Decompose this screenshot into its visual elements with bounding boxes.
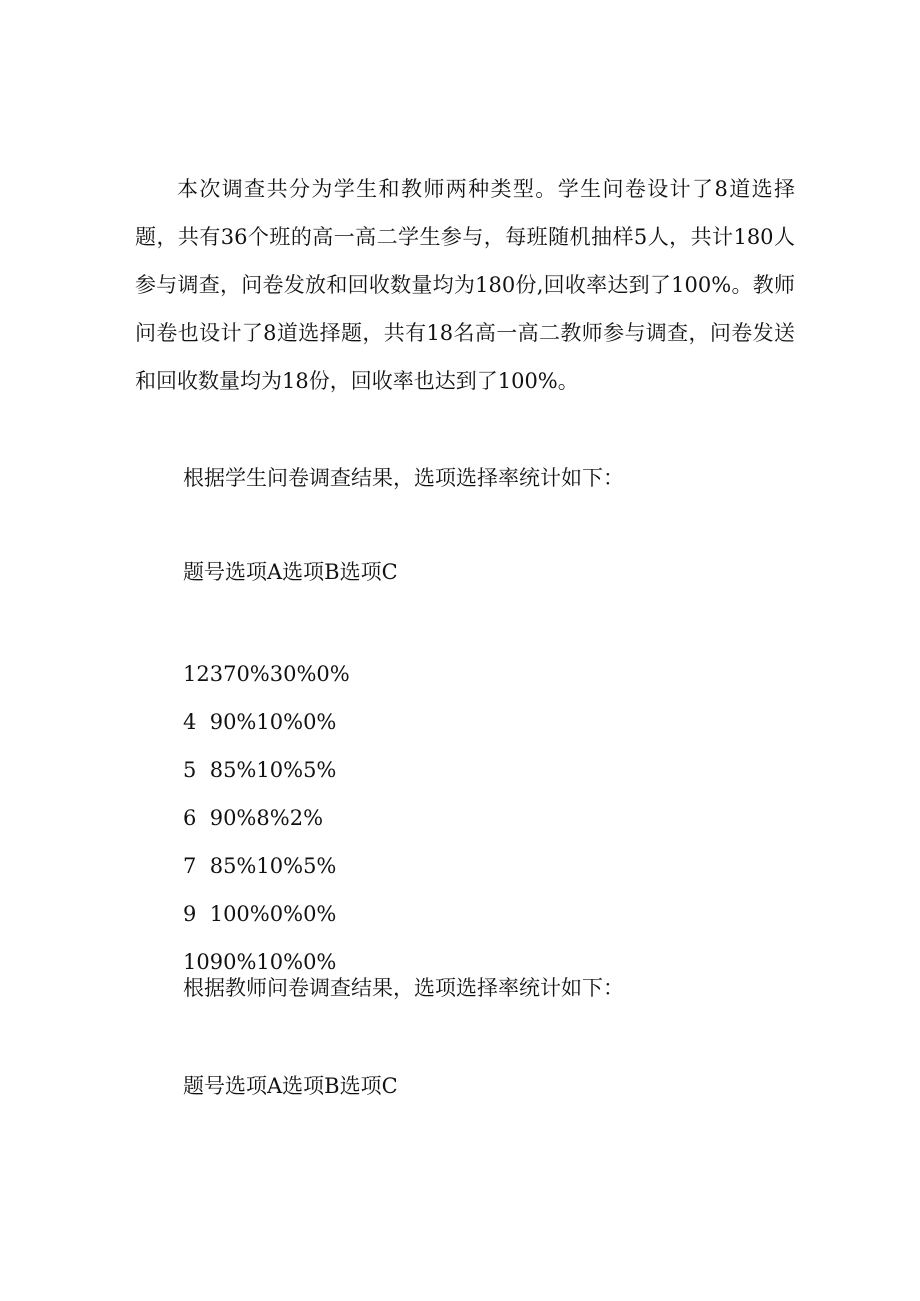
intro-paragraph: 本次调查共分为学生和教师两种类型。学生问卷设计了8道选择题，共有36个班的高一高二学生参与，每班随机抽样5人，共计180人参与调查，问卷发放和回收数量均为180份,回收率达到了100%。教师问卷也设计了8道选择题，共有18名高一高二教师参与调查，问卷发送和回收数量均为18份，回收率也达到了100%。 — [135, 177, 795, 393]
student-row-3: 5 85%10%5% — [183, 758, 337, 782]
student-results-lead: 根据学生问卷调查结果，选项选择率统计如下： — [183, 466, 624, 490]
student-row-7: 1090%10%0% — [183, 950, 337, 974]
teacher-results-lead: 根据教师问卷调查结果，选项选择率统计如下： — [183, 976, 624, 1000]
student-row-1: 12370%30%0% — [183, 662, 350, 686]
student-row-4: 6 90%8%2% — [183, 806, 324, 830]
student-row-6: 9 100%0%0% — [183, 902, 337, 926]
student-table-header: 题号选项A选项B选项C — [183, 560, 398, 584]
teacher-table-header: 题号选项A选项B选项C — [183, 1074, 398, 1098]
student-row-2: 4 90%10%0% — [183, 710, 337, 734]
student-row-5: 7 85%10%5% — [183, 854, 337, 878]
